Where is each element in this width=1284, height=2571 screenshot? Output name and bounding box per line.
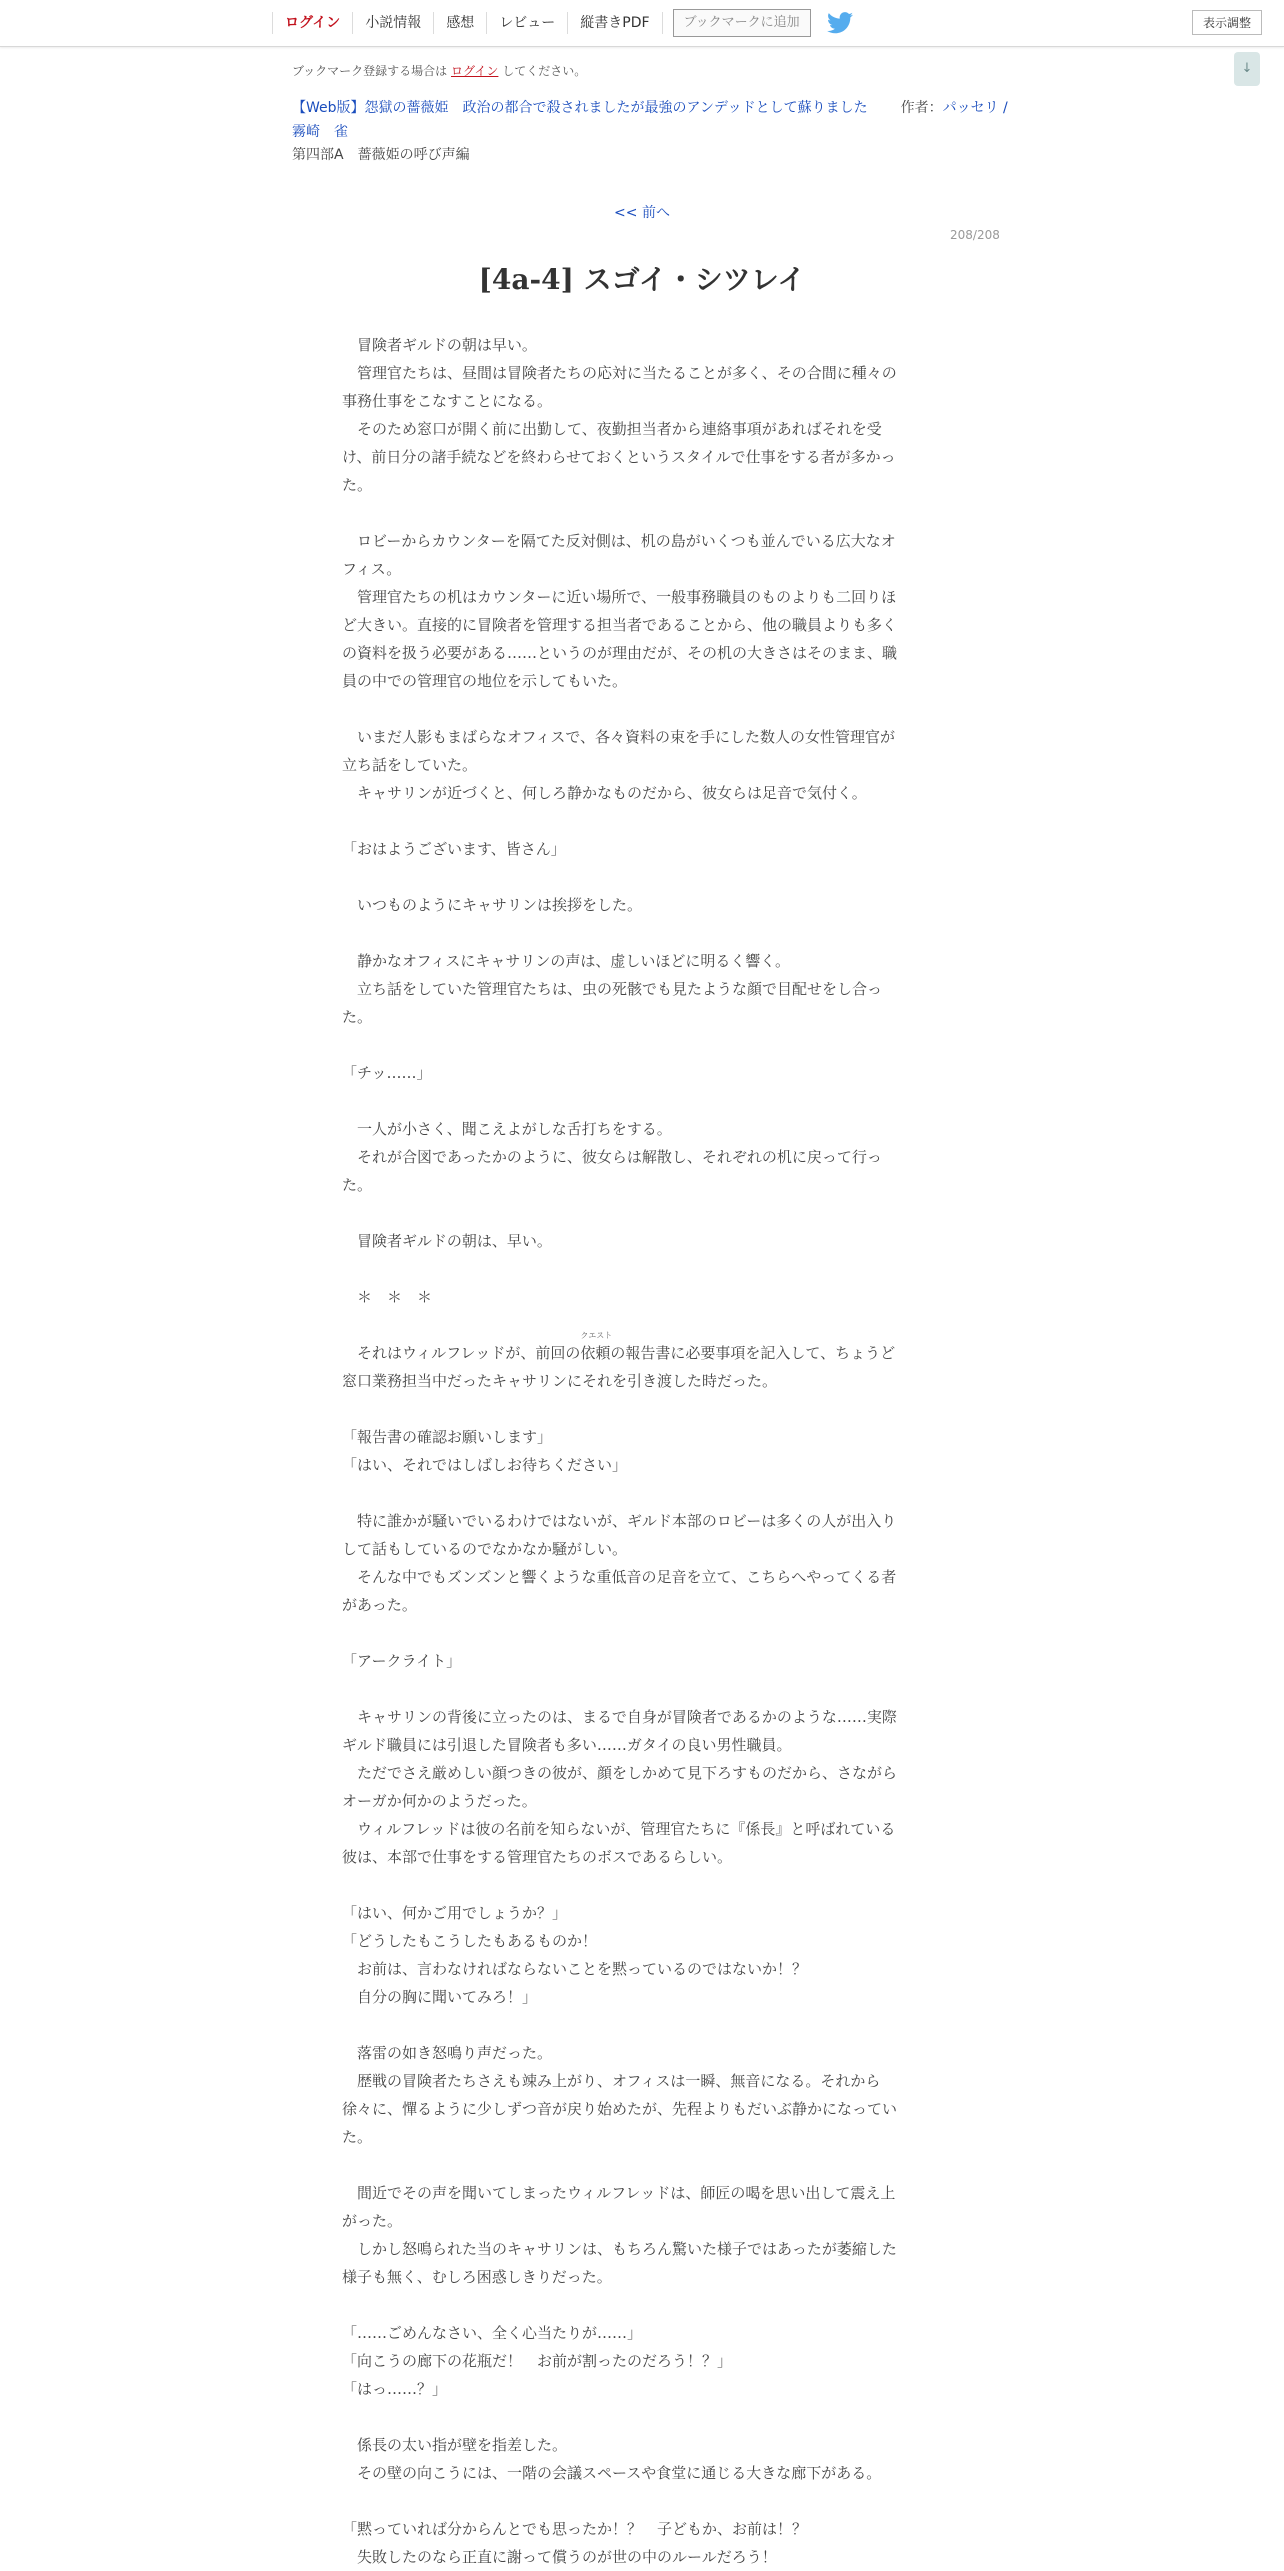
body-line: フィス。 — [342, 560, 402, 578]
body-line: ロビーからカウンターを隔てた反対側は、机の島がいくつも並んでいる広大なオ — [342, 532, 896, 550]
blank-line — [342, 2487, 938, 2515]
body-line: いまだ人影もまばらなオフィスで、各々資料の束を手にした数人の女性管理官が — [342, 728, 896, 746]
body-line: 係長の太い指が壁を指差した。 — [342, 2436, 568, 2454]
blank-line — [342, 2291, 938, 2319]
body-line: ギルド職員には引退した冒険者も多い……ガタイの良い男性職員。 — [342, 1736, 792, 1754]
body-line: それが合図であったかのように、彼女らは解散し、それぞれの机に戻って行っ — [342, 1148, 882, 1166]
body-line: 「はっ……？」 — [342, 2380, 448, 2398]
blank-line — [342, 1031, 938, 1059]
body-line: 特に誰かが騒いでいるわけではないが、ギルド本部のロビーは多くの人が出入り — [342, 1512, 897, 1530]
ruby-word — [580, 1331, 613, 1362]
blank-line — [342, 1255, 938, 1283]
page-counter: 208/208 — [950, 228, 1000, 242]
body-line: キャサリンが近づくと、何しろ静かなものだから、彼女らは足音で気付く。 — [342, 784, 867, 802]
body-line: 「はい、それではしばしお待ちください」 — [342, 1456, 628, 1474]
body-line: 「報告書の確認お願いします」 — [342, 1428, 553, 1446]
body-line: キャサリンの背後に立ったのは、まるで自身が冒険者であるかのような……実際 — [342, 1708, 897, 1726]
body-line: 「おはようございます、皆さん」 — [342, 840, 566, 858]
body-line: 「……ごめんなさい、全く心当たりが……」 — [342, 2324, 643, 2342]
body-line: して話もしているのでなかなか騒がしい。 — [342, 1540, 628, 1558]
nav-novel-info-link[interactable]: 小説情報 — [352, 12, 433, 34]
body-line: がった。 — [342, 2212, 403, 2230]
body-line: お前は、言わなければならないことを黙っているのではないか！？ — [342, 1960, 808, 1978]
body-line: 冒険者ギルドの朝は、早い。 — [342, 1232, 552, 1250]
body-line: 窓口業務担当中だったキャサリンにそれを引き渡した時だった。 — [342, 1372, 778, 1390]
body-line: た。 — [342, 2128, 373, 2146]
blank-line — [342, 2011, 938, 2039]
body-line: 「アークライト」 — [342, 1652, 462, 1670]
twitter-bird-icon-svg — [827, 12, 853, 34]
blank-line — [342, 1199, 938, 1227]
body-line: 失敗したのなら正直に謝って償うのが世の中のルールだろう！ — [342, 2548, 777, 2566]
ruby-line-after: の報告書に必要事項を記入して、ちょうど — [610, 1344, 896, 1362]
body-line: た。 — [342, 1008, 373, 1026]
author-label: 作者： — [900, 100, 943, 116]
body-line: ウィルフレッドは彼の名前を知らないが、管理官たちに『係長』と呼ばれている — [342, 1820, 896, 1838]
blank-line — [342, 499, 938, 527]
body-line: 彼は、本部で仕事をする管理官たちのボスであるらしい。 — [342, 1848, 733, 1866]
blank-line — [342, 2151, 938, 2179]
body-line: 「どうしたもこうしたもあるものか！ — [342, 1932, 598, 1950]
body-line: 冒険者ギルドの朝は早い。 — [342, 336, 537, 354]
body-line: た。 — [342, 476, 373, 494]
body-line: があった。 — [342, 1596, 417, 1614]
body-line: 一人が小さく、聞こえよがしな舌打ちをする。 — [342, 1120, 672, 1138]
novel-title-link[interactable]: 【Web版】怨獄の薔薇姫 政治の都合で殺されましたが最強のアンデッドとして蘇りました — [292, 100, 868, 116]
blank-line — [342, 919, 938, 947]
notice-prefix: ブックマーク登録する場合は — [292, 64, 448, 78]
body-line: 事務仕事をこなすことになる。 — [342, 392, 553, 410]
blank-line — [342, 807, 938, 835]
body-line: ただでさえ厳めしい顔つきの彼が、顔をしかめて見下ろすものだから、さながら — [342, 1764, 898, 1782]
body-line: 歴戦の冒険者たちさえも竦み上がり、オフィスは一瞬、無音になる。それから — [342, 2072, 881, 2090]
blank-line — [342, 1479, 938, 1507]
twitter-bird-icon[interactable] — [827, 12, 853, 34]
body-line: ど大きい。直接的に冒険者を管理する担当者であることから、他の職員よりも多く — [342, 616, 898, 634]
body-line: 「黙っていれば分からんとでも思ったか！？ 子どもか、お前は！？ — [342, 2520, 808, 2538]
body-line: 自分の胸に聞いてみろ！」 — [342, 1988, 538, 2006]
blank-line — [342, 1619, 938, 1647]
body-line: そんな中でもズンズンと響くような重低音の足音を立て、こちらへやってくる者 — [342, 1568, 897, 1586]
body-line: 様子も無く、むしろ困惑しきりだった。 — [342, 2268, 612, 2286]
scroll-down-arrow-icon[interactable]: ↓ — [1234, 52, 1260, 86]
body-line: ＊ ＊ ＊ — [342, 1288, 433, 1306]
blank-line — [342, 1675, 938, 1703]
blank-line — [342, 863, 938, 891]
blank-line — [342, 1087, 938, 1115]
nav-vertical-pdf-link[interactable]: 縦書きPDF — [567, 12, 662, 34]
body-line: いつものようにキャサリンは挨拶をした。 — [342, 896, 643, 914]
nav-impressions-link[interactable]: 感想 — [433, 12, 486, 34]
body-line: た。 — [342, 1176, 373, 1194]
body-line-with-ruby — [342, 1331, 938, 1367]
chapter-group-title: 第四部A 薔薇姫の呼び声編 — [292, 147, 470, 163]
novel-title-block — [292, 96, 1012, 144]
main-nav — [272, 0, 853, 46]
blank-line — [342, 695, 938, 723]
bookmark-login-notice — [292, 62, 586, 79]
body-line: 落雷の如き怒鳴り声だった。 — [342, 2044, 553, 2062]
body-line: その壁の向こうには、一階の会議スペースや食堂に通じる大きな廊下がある。 — [342, 2464, 882, 2482]
body-line: 間近でその声を聞いてしまったウィルフレッドは、師匠の喝を思い出して震え上 — [342, 2184, 896, 2202]
body-line: 「はい、何かご用でしょうか？」 — [342, 1904, 568, 1922]
display-settings-button[interactable]: 表示調整 — [1192, 10, 1262, 35]
body-line: の資料を扱う必要がある……というのが理由だが、その机の大きさはそのまま、職 — [342, 644, 898, 662]
nav-login-link[interactable]: ログイン — [272, 12, 352, 34]
blank-line — [342, 1395, 938, 1423]
nav-review-link[interactable]: レビュー — [486, 12, 567, 34]
body-line: 静かなオフィスにキャサリンの声は、虚しいほどに明るく響く。 — [342, 952, 791, 970]
body-line: 員の中での管理官の地位を示してもいた。 — [342, 672, 628, 690]
ruby-line-before: それはウィルフレッドが、前回の — [342, 1344, 581, 1362]
body-line: け、前日分の諸手続などを終わらせておくというスタイルで仕事をする者が多かっ — [342, 448, 896, 466]
author-link[interactable]: パッセリ / 霧崎 雀 — [292, 100, 1008, 140]
body-line: 管理官たちは、昼間は冒険者たちの応対に当たることが多く、その合間に種々の — [342, 364, 897, 382]
add-bookmark-button[interactable]: ブックマークに追加 — [673, 9, 811, 37]
prev-page-link[interactable]: << 前へ — [614, 205, 670, 221]
blank-line — [342, 1871, 938, 1899]
body-line: 管理官たちの机はカウンターに近い場所で、一般事務職員のものよりも二回りほ — [342, 588, 897, 606]
notice-login-link[interactable]: ログイン — [451, 64, 499, 78]
body-line: 立ち話をしていた。 — [342, 756, 478, 774]
body-line: 徐々に、憚るように少しずつ音が戻り始めたが、先程よりもだいぶ静かになってい — [342, 2100, 898, 2118]
body-line: オーガか何かのようだった。 — [342, 1792, 537, 1810]
episode-title: [4a-4] スゴイ・シツレイ — [478, 263, 806, 296]
body-line: そのため窓口が開く前に出勤して、夜勤担当者から連絡事項があればそれを受 — [342, 420, 882, 438]
episode-body — [342, 331, 938, 2571]
top-navigation-bar — [0, 0, 1284, 47]
body-line: 「チッ……」 — [342, 1064, 432, 1082]
notice-suffix: してください。 — [502, 64, 587, 78]
blank-line — [342, 2403, 938, 2431]
ruby-base: 依頼 — [580, 1344, 611, 1362]
body-line: 「向こうの廊下の花瓶だ！ お前が割ったのだろう！？」 — [342, 2352, 733, 2370]
blank-line — [342, 1311, 938, 1339]
body-line: しかし怒鳴られた当のキャサリンは、もちろん驚いた様子ではあったが萎縮した — [342, 2240, 897, 2258]
ruby-annotation: クエスト — [580, 1331, 613, 1340]
body-line: 立ち話をしていた管理官たちは、虫の死骸でも見たような顔で目配せをし合っ — [342, 980, 883, 998]
